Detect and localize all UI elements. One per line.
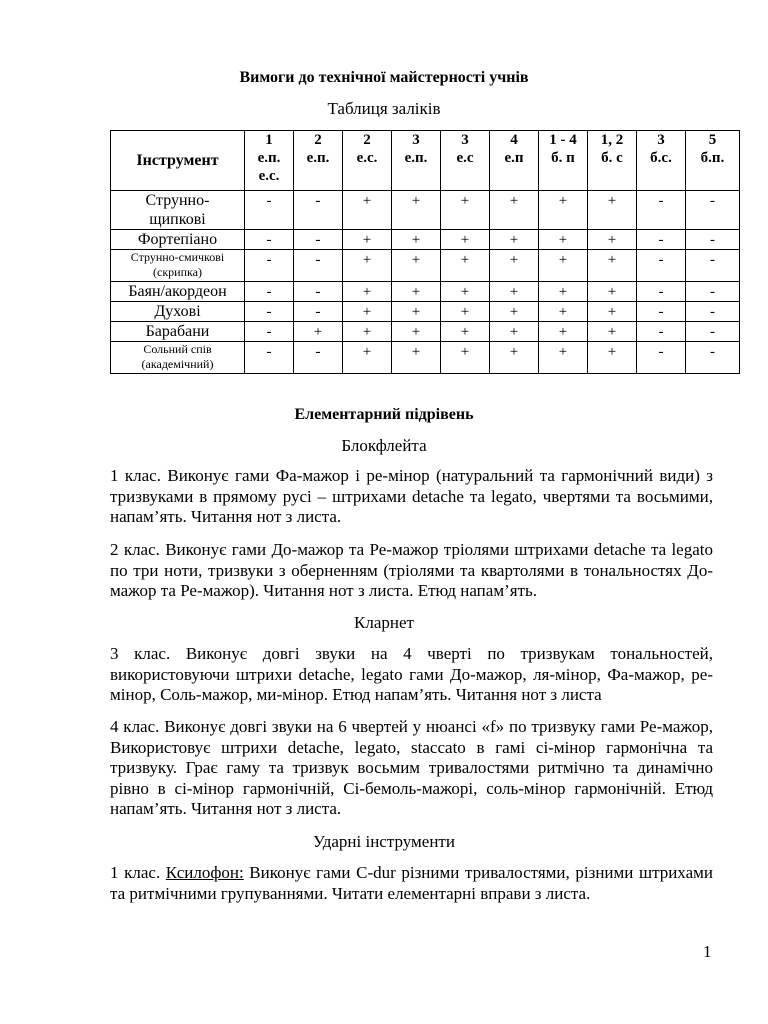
- table-header-row: [111, 131, 740, 191]
- table-cell: -: [294, 342, 343, 374]
- table-row: [111, 302, 740, 322]
- table-cell: -: [245, 322, 294, 342]
- table-cell: +: [343, 282, 392, 302]
- header-col-6: 4 е.п: [490, 131, 539, 191]
- table-cell: +: [392, 302, 441, 322]
- table-cell: -: [637, 302, 686, 322]
- table-cell: -: [294, 191, 343, 230]
- table-cell: +: [343, 191, 392, 230]
- table-cell: -: [245, 191, 294, 230]
- table-cell: -: [637, 230, 686, 250]
- table-cell: +: [294, 322, 343, 342]
- table-cell: +: [588, 342, 637, 374]
- table-row: [111, 282, 740, 302]
- table-cell: -: [686, 282, 740, 302]
- table-cell: +: [539, 191, 588, 230]
- table-cell: +: [539, 282, 588, 302]
- table-cell: -: [637, 342, 686, 374]
- header-col-2: 2 е.п.: [294, 131, 343, 191]
- table-cell: +: [441, 191, 490, 230]
- table-cell: +: [539, 230, 588, 250]
- table-cell: +: [588, 250, 637, 282]
- table-cell: -: [245, 282, 294, 302]
- row-instrument-name: Сольний спів (академічний): [111, 342, 245, 374]
- header-col-4: 3 е.п.: [392, 131, 441, 191]
- header-col-9: 3 б.с.: [637, 131, 686, 191]
- table-cell: +: [539, 342, 588, 374]
- table-cell: +: [588, 230, 637, 250]
- table-cell: +: [588, 191, 637, 230]
- document-title: Вимоги до технічної майстерності учнів: [239, 69, 529, 86]
- section-heading: Елементарний підрівень: [294, 406, 474, 423]
- table-cell: -: [245, 342, 294, 374]
- table-cell: -: [686, 230, 740, 250]
- table-cell: -: [637, 282, 686, 302]
- table-cell: +: [392, 282, 441, 302]
- header-col-1: 1 е.п. е.с.: [245, 131, 294, 191]
- table-cell: +: [441, 322, 490, 342]
- table-cell: +: [490, 342, 539, 374]
- table-cell: -: [637, 250, 686, 282]
- subsection-heading-percussion: Ударні інструменти: [313, 832, 455, 851]
- paragraph-blockflute-1: 1 клас. Виконує гами Фа-мажор і ре-мінор (натуральний та гармонічний види) з тризвуками в прямому русі – штрихами detache та legato, чвертями та восьмими, напам’ять. Читання нот з листа.: [110, 466, 713, 527]
- table-cell: +: [441, 282, 490, 302]
- table-cell: +: [392, 342, 441, 374]
- row-instrument-name: Фортепіано: [111, 230, 245, 250]
- xylophone-label: Ксилофон:: [165, 863, 244, 882]
- table-cell: -: [686, 302, 740, 322]
- credits-table: [110, 130, 740, 374]
- table-row: [111, 322, 740, 342]
- table-cell: -: [294, 282, 343, 302]
- table-cell: +: [588, 282, 637, 302]
- table-cell: +: [343, 342, 392, 374]
- paragraph-blockflute-2: 2 клас. Виконує гами До-мажор та Ре-мажор тріолями штрихами detache та legato по три ноти, тризвуки з оберненням (тріолями та квартолями в тональностях До-мажор та Ре-мажор). Читання нот з листа. Етюд напам’ять.: [110, 540, 713, 601]
- table-row: [111, 191, 740, 230]
- table-cell: +: [490, 230, 539, 250]
- table-cell: -: [686, 342, 740, 374]
- table-cell: -: [245, 302, 294, 322]
- row-instrument-name: Струнно-смичкові (скрипка): [111, 250, 245, 282]
- table-cell: +: [539, 322, 588, 342]
- table-cell: +: [539, 302, 588, 322]
- table-cell: +: [490, 250, 539, 282]
- table-cell: +: [343, 250, 392, 282]
- header-instrument: Інструмент: [111, 131, 245, 191]
- table-cell: +: [343, 302, 392, 322]
- table-cell: +: [392, 230, 441, 250]
- table-cell: +: [392, 250, 441, 282]
- header-col-3: 2 е.с.: [343, 131, 392, 191]
- row-instrument-name: Баян/акордеон: [111, 282, 245, 302]
- table-cell: -: [637, 191, 686, 230]
- table-cell: +: [441, 302, 490, 322]
- table-cell: +: [343, 230, 392, 250]
- table-row: [111, 250, 740, 282]
- subsection-heading-blockflute: Блокфлейта: [341, 436, 427, 455]
- table-cell: +: [490, 322, 539, 342]
- table-cell: +: [588, 322, 637, 342]
- table-cell: -: [245, 230, 294, 250]
- table-cell: -: [294, 302, 343, 322]
- header-col-8: 1, 2 б. с: [588, 131, 637, 191]
- header-col-10: 5 б.п.: [686, 131, 740, 191]
- table-caption: Таблиця заліків: [327, 99, 441, 118]
- table-cell: -: [294, 250, 343, 282]
- paragraph-percussion-1: 1 клас. Ксилофон: Виконує гами C-dur різними тривалостями, різними штрихами та ритмічними групуваннями. Читати елементарні вправи з листа.: [110, 863, 713, 903]
- table-cell: +: [490, 191, 539, 230]
- table-cell: -: [294, 230, 343, 250]
- table-cell: +: [343, 322, 392, 342]
- table-cell: -: [686, 250, 740, 282]
- table-cell: +: [392, 322, 441, 342]
- table-row: [111, 230, 740, 250]
- row-instrument-name: Барабани: [111, 322, 245, 342]
- table-row: [111, 342, 740, 374]
- table-cell: +: [588, 302, 637, 322]
- row-instrument-name: Струнно- щипкові: [111, 191, 245, 230]
- table-cell: +: [392, 191, 441, 230]
- page-number: 1: [703, 942, 712, 961]
- paragraph-clarinet-1: 3 клас. Виконує довгі звуки на 4 чверті по тризвукам тональностей, використовуючи штрихи detache, legato гами До-мажор, ля-мінор, Фа-мажор, ре-мінор, Соль-мажор, ми-мінор. Етюд напам’ять. Читання нот з листа: [110, 644, 713, 705]
- header-col-7: 1 - 4 б. п: [539, 131, 588, 191]
- row-instrument-name: Духові: [111, 302, 245, 322]
- paragraph-clarinet-2: 4 клас. Виконує довгі звуки на 6 чвертей у нюансі «f» по тризвуку гами Ре-мажор, Використовує штрихи detache, legato, staccato в гамі сі-мінор гармонічна та тризвуку. Грає гаму та тризвук восьмим тривалостями ритмічно та динамічно рівно в сі-мінор гармонічній, Сі-бемоль-мажорі, соль-мінор гармонічній. Етюд напам’ять. Читання нот з листа.: [110, 717, 713, 819]
- table-cell: -: [245, 250, 294, 282]
- table-cell: -: [686, 191, 740, 230]
- table-cell: +: [441, 250, 490, 282]
- table-cell: +: [490, 302, 539, 322]
- table-cell: -: [637, 322, 686, 342]
- table-cell: +: [490, 282, 539, 302]
- table-cell: +: [441, 342, 490, 374]
- table-cell: +: [441, 230, 490, 250]
- table-cell: +: [539, 250, 588, 282]
- header-col-5: 3 е.с: [441, 131, 490, 191]
- table-cell: -: [686, 322, 740, 342]
- subsection-heading-clarinet: Кларнет: [354, 613, 414, 632]
